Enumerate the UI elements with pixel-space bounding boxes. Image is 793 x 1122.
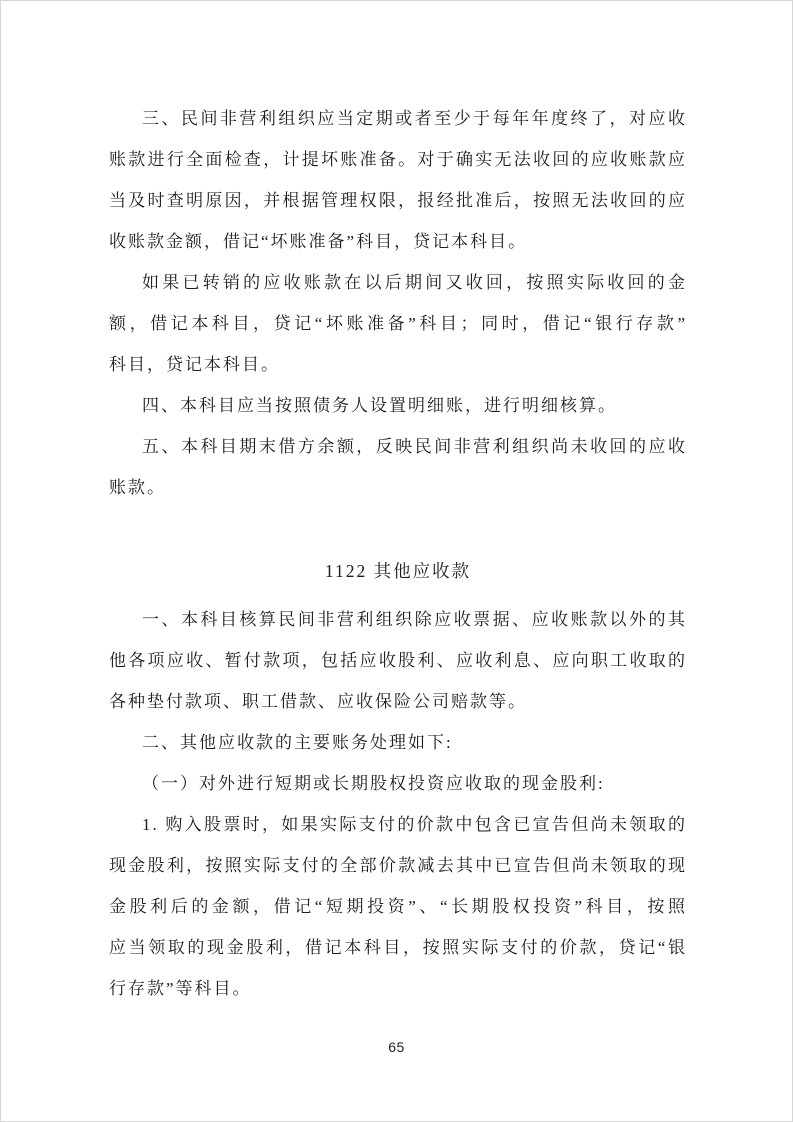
page-footer: [1, 1037, 792, 1057]
page-number: 65: [388, 1039, 405, 1055]
text-line: 收账款金额，借记“坏账准备”科目，贷记本科目。: [109, 232, 528, 251]
text-line: 行存款”等科目。: [109, 979, 252, 998]
text-line: 金股利后的金额，借记“短期投资”、“长期股权投资”科目，按照: [109, 897, 687, 916]
text-line: 额，借记本科目，贷记“坏账准备”科目；同时，借记“银行存款”: [109, 314, 687, 333]
text-line: 现金股利，按照实际支付的全部价款减去其中已宣告但尚未领取的现: [109, 856, 687, 875]
text-line: 各种垫付款项、职工借款、应收保险公司赔款等。: [109, 692, 527, 711]
text-line: 四、本科目应当按照债务人设置明细账，进行明细核算。: [142, 396, 617, 415]
text-line: 1. 购入股票时，如果实际支付的价款中包含已宣告但尚未领取的: [142, 815, 687, 834]
text-line: 三、民间非营利组织应当定期或者至少于每年年度终了，对应收: [142, 109, 687, 128]
text-line: 五、本科目期末借方余额，反映民间非营利组织尚未收回的应收: [142, 437, 687, 456]
text-line: 他各项应收、暂付款项，包括应收股利、应收利息、应向职工收取的: [109, 651, 687, 670]
section-heading: 1122 其他应收款: [324, 561, 472, 581]
text-line: 当及时查明原因，并根据管理权限，报经批准后，按照无法收回的应: [109, 191, 687, 210]
text-line: 应当领取的现金股利，借记本科目，按照实际支付的价款，贷记“银: [109, 938, 687, 957]
text-line: 账款进行全面检查，计提坏账准备。对于确实无法收回的应收账款应: [109, 150, 687, 169]
text-line: 如果已转销的应收账款在以后期间又收回，按照实际收回的金: [142, 273, 687, 292]
text-line: （一）对外进行短期或长期股权投资应收取的现金股利:: [142, 774, 605, 793]
text-line: 账款。: [109, 478, 166, 497]
document-body: [109, 98, 687, 1009]
text-line: 一、本科目核算民间非营利组织除应收票据、应收账款以外的其: [142, 610, 687, 629]
text-line: 二、其他应收款的主要账务处理如下:: [142, 733, 453, 752]
text-line: 科目，贷记本科目。: [109, 355, 280, 374]
